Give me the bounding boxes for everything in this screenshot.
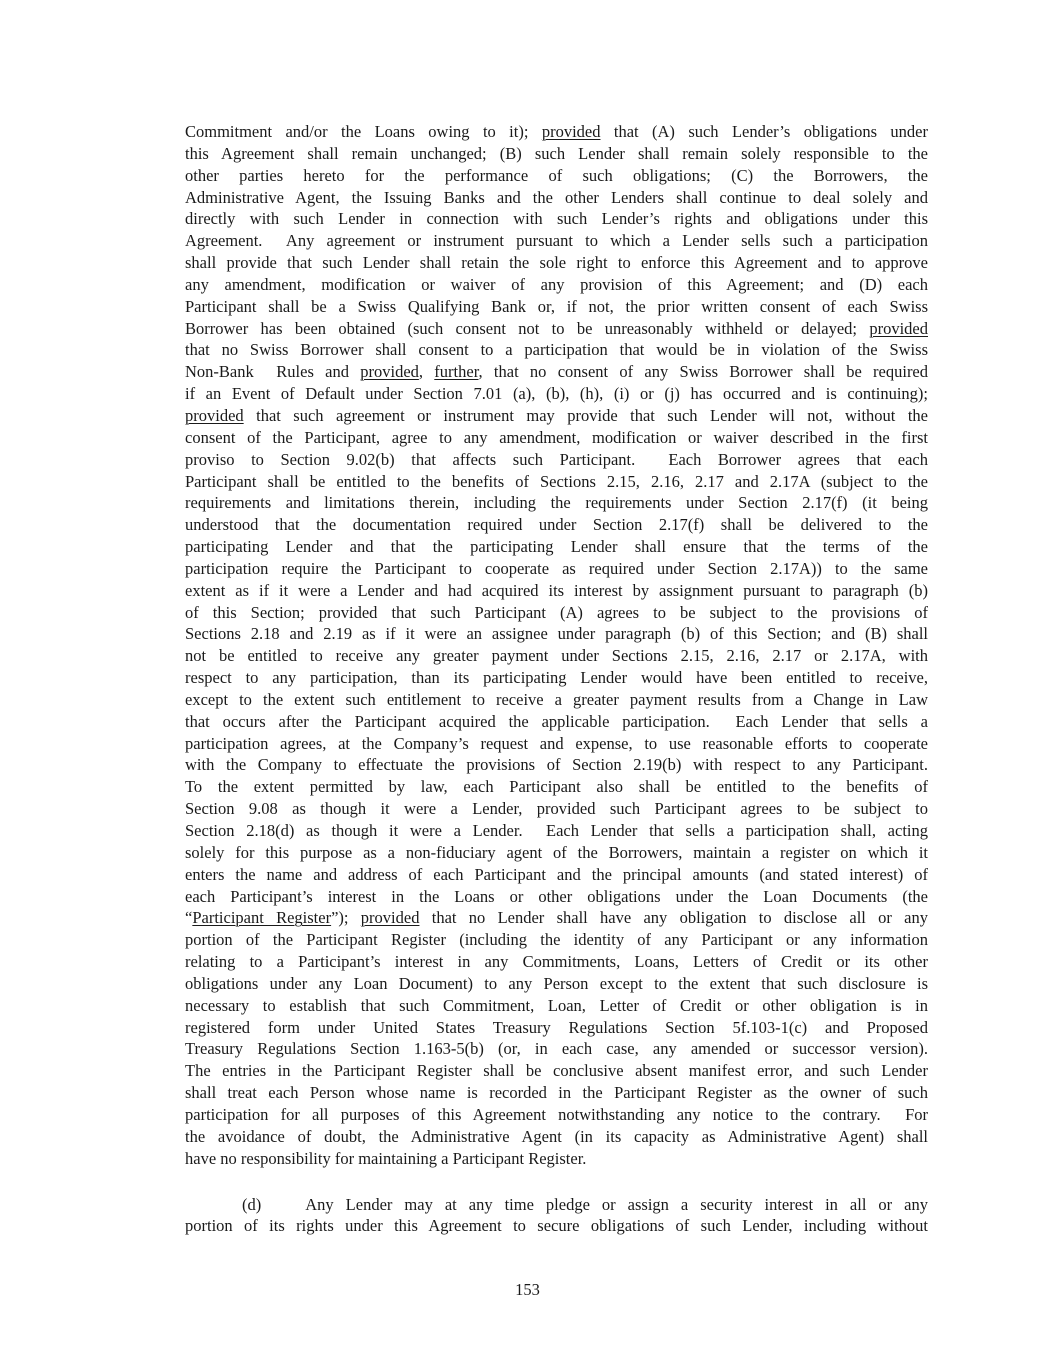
text-line [185,296,928,318]
text-line [185,733,928,755]
text-segment: not be entitled to receive any greater payment under Sections 2.15, 2.16, 2.17 or 2.17A, with [185,646,928,666]
text-line [185,886,928,908]
text-segment: have no responsibility for maintaining a Participant Register. [185,1148,587,1168]
text-segment: necessary to establish that such Commitment, Loan, Letter of Credit or other obligation is in [185,995,928,1015]
text-segment: Commitment and/or the Loans owing to it); [185,122,542,141]
text-segment: relating to a Participant’s interest in any Commitments, Loans, Letters of Credit or its other [185,952,928,972]
text-segment: Agreement. Any agreement or instrument pursuant to which a Lender sells such a participation [185,231,928,251]
text-segment: that such agreement or instrument may provide that such Lender will not, without the [243,405,928,425]
underlined-term: provided [360,908,420,928]
text-segment: shall provide that such Lender shall retain the sole right to enforce this Agreement and to approve [185,253,928,273]
text-segment: shall treat each Person whose name is recorded in the Participant Register as the owner of such [185,1083,928,1103]
text-segment: Sections 2.18 and 2.19 as if it were an assignee under paragraph (b) of this Section; and (B) shall [185,624,928,644]
text-line [185,558,928,580]
text-segment: (d) [242,1194,262,1214]
text-line [185,1104,928,1126]
text-segment: registered form under United States Treasury Regulations Section 5f.103-1(c) and Proposed [185,1017,928,1037]
text-segment: except to the extent such entitlement to receive a greater payment results from a Change in Law [185,689,928,709]
text-line [185,1082,928,1104]
text-line [185,274,928,296]
text-line [185,471,928,493]
text-segment: requirements and limitations therein, including the requirements under Section 2.17(f) (it being [185,493,928,513]
text-line [185,449,928,471]
text-segment: The entries in the Participant Register shall be conclusive absent manifest error, and such Lender [185,1061,928,1081]
text-segment: Section 9.08 as though it were a Lender, provided such Participant agrees to be subject to [185,799,928,819]
tab-spacer [185,1209,242,1210]
text-segment: respect to any participation, than its participating Lender would have been entitled to receive, [185,668,928,688]
text-segment: Borrower has been obtained (such consent not to be unreasonably withheld or delayed; [185,318,870,338]
underlined-term: further [434,362,479,382]
text-line [185,842,928,864]
text-line [185,1126,928,1148]
text-segment: of this Section; provided that such Participant (A) agrees to be subject to the provisions of [185,602,928,622]
text-line [185,580,928,602]
text-line [185,121,928,143]
text-line [185,667,928,689]
text-segment: , that no consent of any Swiss Borrower shall be required [478,362,929,382]
text-line [185,187,928,209]
text-segment: To the extent permitted by law, each Participant also shall be entitled to the benefits of [185,777,928,797]
text-line [185,798,928,820]
tab-spacer [261,1209,305,1210]
text-line [185,864,928,886]
text-line [185,208,928,230]
text-line [185,602,928,624]
text-segment: Participant shall be a Swiss Qualifying Bank or, if not, the prior written consent of each Swiss [185,296,928,316]
underlined-term: Participant Register [192,908,332,928]
text-segment: Administrative Agent, the Issuing Banks and the other Lenders shall continue to deal solely and [185,187,928,207]
text-segment: each Participant’s interest in the Loans or other obligations under the Loan Documents (the [185,886,928,906]
text-line [185,907,928,929]
text-segment: any amendment, modification or waiver of any provision of this Agreement; and (D) each [185,274,928,294]
underlined-term: provided [869,318,928,338]
text-line [185,951,928,973]
text-segment: Non-Bank Rules and [185,362,361,382]
text-segment: obligations under any Loan Document) to any Person except to the extent that such disclosure is [185,973,928,993]
text-line [185,318,928,340]
text-segment: extent as if it were a Lender and had acquired its interest by assignment pursuant to paragraph (b) [185,580,928,600]
underlined-term: provided [541,122,601,141]
text-line [185,492,928,514]
text-segment: “ [185,908,193,928]
text-segment: with the Company to effectuate the provisions of Section 2.19(b) with respect to any Participant. [185,755,928,775]
text-segment: participation agrees, at the Company’s request and expense, to use reasonable efforts to cooperate [185,733,928,753]
text-line [185,1038,928,1060]
underlined-term: provided [360,362,419,382]
text-line [185,405,928,427]
text-segment: solely for this purpose as a non-fiduciary agent of the Borrowers, maintain a register on which it [185,842,928,862]
text-line [185,973,928,995]
text-segment: portion of the Participant Register (including the identity of any Participant or any information [185,930,928,950]
text-segment: that occurs after the Participant acquired the applicable participation. Each Lender that sells a [185,711,928,731]
text-line [185,623,928,645]
text-segment: ”); [331,908,361,928]
paragraph [185,1194,928,1238]
text-line [185,143,928,165]
text-line [185,776,928,798]
text-line [185,536,928,558]
body-text [185,121,928,1237]
text-segment: other parties hereto for the performance of such obligations; (C) the Borrowers, the [185,165,928,185]
text-line [185,1060,928,1082]
text-line [185,427,928,449]
text-segment: Participant shall be entitled to the benefits of Sections 2.15, 2.16, 2.17 and 2.17A (subject to the [185,471,928,491]
text-segment: that no Swiss Borrower shall consent to a participation that would be in violation of the Swiss [185,340,928,360]
text-line [185,383,928,405]
text-line [185,1194,928,1216]
text-segment: Treasury Regulations Section 1.163-5(b) (or, in each case, any amended or successor version). [185,1039,928,1059]
text-segment: Any Lender may at any time pledge or assign a security interest in all or any [305,1194,928,1214]
page-number: 153 [515,1280,540,1299]
text-line [185,820,928,842]
text-segment: proviso to Section 9.02(b) that affects such Participant. Each Borrower agrees that each [185,449,928,469]
text-line [185,645,928,667]
text-line [185,1148,928,1170]
text-segment: portion of its rights under this Agreement to secure obligations of such Lender, including without [185,1216,928,1236]
text-segment: this Agreement shall remain unchanged; (B) such Lender shall remain solely responsible to the [185,143,928,163]
text-segment: if an Event of Default under Section 7.01 (a), (b), (h), (i) or (j) has occurred and is continuing); [185,384,928,404]
paragraph [185,121,928,1170]
text-segment: enters the name and address of each Participant and the principal amounts (and stated interest) of [185,864,928,884]
text-line [185,995,928,1017]
text-segment: participating Lender and that the participating Lender shall ensure that the terms of the [185,537,928,557]
text-line [185,230,928,252]
text-segment: understood that the documentation required under Section 2.17(f) shall be delivered to the [185,515,928,535]
text-line [185,361,928,383]
text-line [185,165,928,187]
text-line [185,252,928,274]
text-line [185,514,928,536]
text-segment: the avoidance of doubt, the Administrative Agent (in its capacity as Administrative Agent) shall [185,1126,928,1146]
text-line [185,1215,928,1237]
text-line [185,711,928,733]
text-segment: , [418,362,435,382]
text-segment: that (A) such Lender’s obligations under [600,122,928,141]
text-segment: consent of the Participant, agree to any amendment, modification or waiver described in the first [185,427,928,447]
text-line [185,339,928,361]
text-segment: participation require the Participant to cooperate as required under Section 2.17A)) to the same [185,558,928,578]
underlined-term: provided [185,405,244,425]
text-line [185,689,928,711]
text-segment: Section 2.18(d) as though it were a Lender. Each Lender that sells a participation shall, acting [185,821,928,840]
text-line [185,1017,928,1039]
text-line [185,929,928,951]
text-segment: participation for all purposes of this Agreement notwithstanding any notice to the contrary. For [185,1104,928,1124]
text-segment: that no Lender shall have any obligation to disclose all or any [419,908,929,928]
text-line [185,754,928,776]
text-segment: directly with such Lender in connection with such Lender’s rights and obligations under this [185,209,928,229]
